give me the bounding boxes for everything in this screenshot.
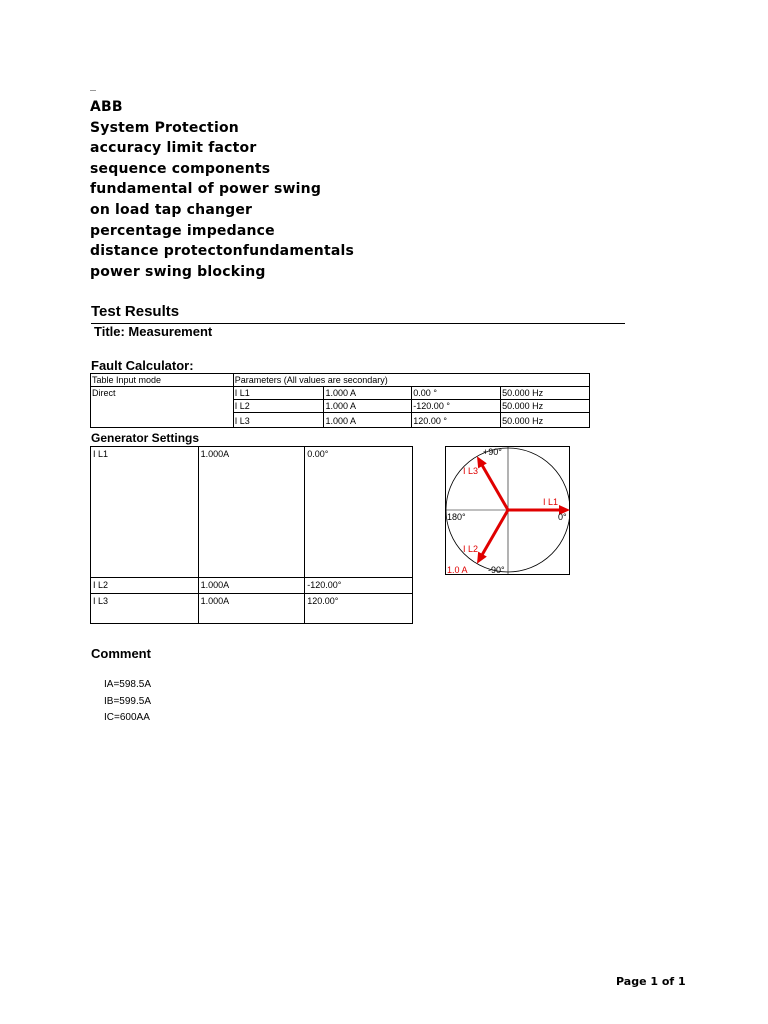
table-cell: I L2: [91, 578, 199, 594]
table-cell: I L1: [233, 387, 324, 400]
header-line-topic: percentage impedance: [90, 222, 275, 239]
generator-settings-heading: Generator Settings: [91, 431, 200, 445]
test-results-heading: Test Results: [91, 303, 180, 320]
table-cell: 1.000 A: [324, 387, 412, 400]
generator-settings-table: [90, 446, 413, 624]
comment-block: [104, 677, 151, 727]
label-scale: 1.0 A: [447, 565, 468, 575]
header-line-department: System Protection: [90, 119, 239, 136]
table-cell: -120.00°: [305, 578, 413, 594]
fault-calculator-table: [90, 373, 590, 428]
table-cell: I L1: [91, 447, 199, 578]
table-cell: 1.000 A: [324, 413, 412, 428]
table-cell: 1.000A: [198, 594, 305, 624]
table-cell: 0.00°: [305, 447, 413, 578]
table-cell-mode: Direct: [91, 387, 234, 428]
table-row: [91, 387, 590, 400]
phasor-diagram: [445, 446, 570, 576]
comment-heading: Comment: [91, 646, 151, 661]
label-minus-90: -90°: [488, 565, 505, 575]
label-180: 180°: [447, 512, 466, 522]
table-row: [91, 578, 413, 594]
header-line-company: ABB: [90, 99, 123, 115]
table-row: [91, 374, 590, 387]
label-0: 0°: [558, 512, 567, 522]
header-dash: [90, 90, 96, 91]
header-line-topic: on load tap changer: [90, 201, 253, 218]
comment-line: IC=600AA: [104, 712, 150, 723]
table-header-cell: Parameters (All values are secondary): [233, 374, 589, 387]
table-cell: 50.000 Hz: [501, 413, 590, 428]
table-cell: I L2: [233, 400, 324, 413]
comment-line: IB=599.5A: [104, 695, 151, 707]
phasor-label-il3: I L3: [463, 466, 479, 476]
table-cell: I L3: [233, 413, 324, 428]
header-line-topic: fundamental of power swing: [90, 181, 322, 198]
header-line-topic: power swing blocking: [90, 263, 266, 280]
table-header-cell: Table Input mode: [91, 374, 234, 387]
header-line-topic: accuracy limit factor: [90, 140, 257, 157]
header-line-topic: distance protectonfundamentals: [90, 243, 355, 260]
table-cell: 0.00 °: [412, 387, 501, 400]
table-row: [91, 447, 413, 578]
phasor-label-il2: I L2: [463, 544, 479, 554]
header-block: [90, 97, 354, 282]
table-cell: 1.000A: [198, 447, 305, 578]
header-line-topic: sequence components: [90, 160, 271, 177]
table-row: [91, 594, 413, 624]
phasor-label-il1: I L1: [543, 497, 559, 507]
label-plus-90: +90°: [483, 447, 502, 457]
page-number: Page 1 of 1: [616, 975, 686, 988]
table-cell: 50.000 Hz: [501, 387, 590, 400]
comment-line: IA=598.5A: [104, 679, 151, 690]
table-cell: 1.000A: [198, 578, 305, 594]
test-title: Title: Measurement: [94, 324, 213, 339]
table-cell: -120.00 °: [412, 400, 501, 413]
table-cell: 120.00°: [305, 594, 413, 624]
fault-calculator-heading: Fault Calculator:: [91, 358, 194, 373]
table-cell: I L3: [91, 594, 199, 624]
table-cell: 50.000 Hz: [501, 400, 590, 413]
table-cell: 1.000 A: [324, 400, 412, 413]
table-cell: 120.00 °: [412, 413, 501, 428]
